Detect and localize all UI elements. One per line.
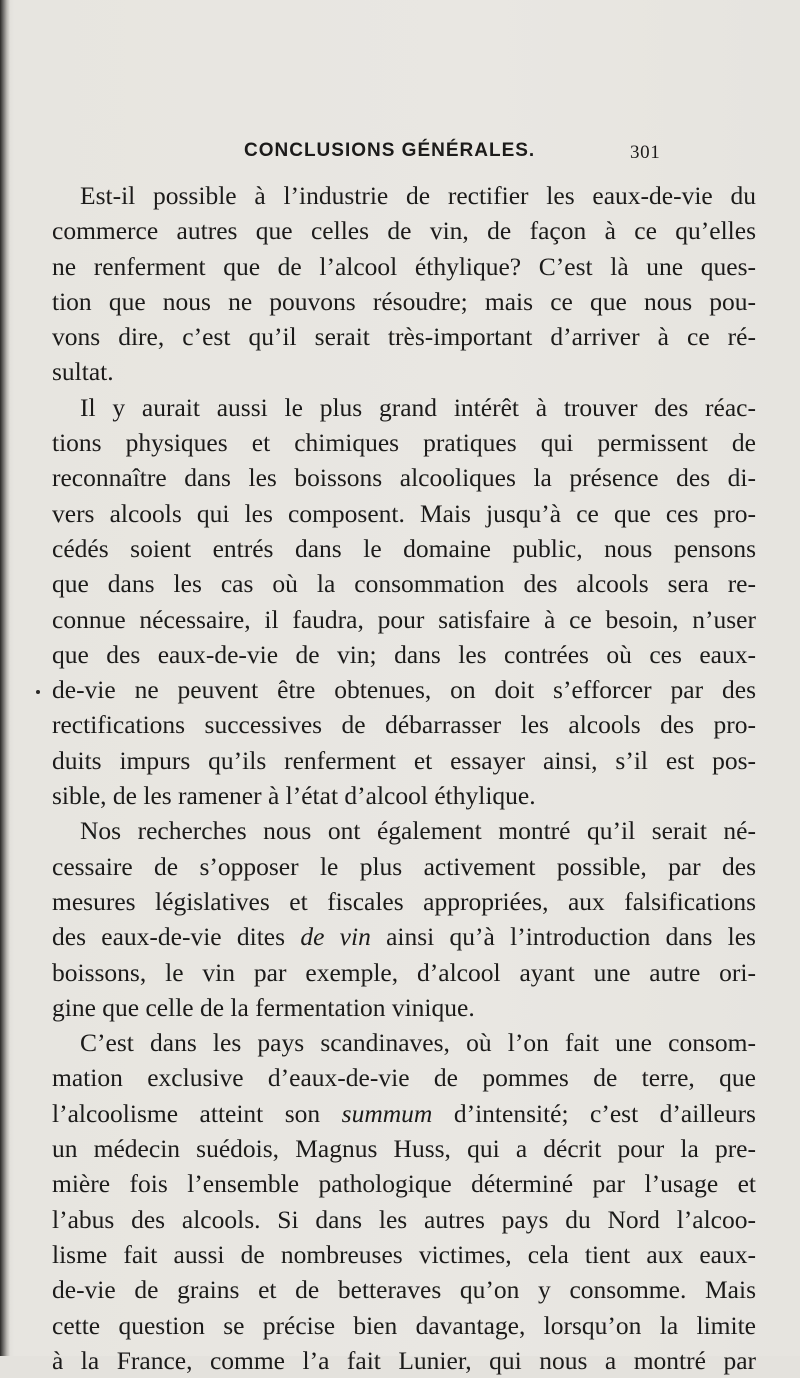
text-line: de-vie ne peuvent être obtenues, on doit s’efforcer par des bbox=[52, 675, 756, 705]
text-line: mation exclusive d’eaux-de-vie de pommes de terre, que bbox=[52, 1063, 756, 1093]
text-line: vers alcools qui les composent. Mais jusqu’à ce que ces pro- bbox=[52, 498, 756, 528]
text-line: duits impurs qu’ils renferment et essayer ainsi, s’il est pos- bbox=[52, 745, 756, 775]
text-line: connue nécessaire, il faudra, pour satisfaire à ce besoin, n’user bbox=[52, 604, 756, 634]
text-line: lisme fait aussi de nombreuses victimes, cela tient aux eaux- bbox=[52, 1239, 756, 1269]
text-line: à la France, comme l’a fait Lunier, qui nous a montré par bbox=[52, 1345, 756, 1375]
text-line: cette question se précise bien davantage, lorsqu’on la limite bbox=[52, 1310, 756, 1340]
page-spine-shadow bbox=[0, 0, 10, 1356]
running-title: CONCLUSIONS GÉNÉRALES. bbox=[244, 140, 536, 161]
text-line: rectifications successives de débarrasser les alcools des pro- bbox=[52, 710, 756, 740]
text-line: gine que celle de la fermentation vinique. bbox=[52, 992, 475, 1022]
text-line: que dans les cas où la consommation des alcools sera re- bbox=[52, 569, 756, 599]
text-line: vons dire, c’est qu’il serait très-important d’arriver à ce ré- bbox=[52, 322, 756, 352]
margin-dot-mark bbox=[36, 690, 40, 694]
text-line: sible, de les ramener à l’état d’alcool éthylique. bbox=[52, 781, 536, 811]
text-line: C’est dans les pays scandinaves, où l’on fait une consom- bbox=[80, 1028, 756, 1058]
page-number: 301 bbox=[630, 142, 661, 163]
text-line: cessaire de s’opposer le plus activement possible, par des bbox=[52, 851, 756, 881]
text-line: un médecin suédois, Magnus Huss, qui a décrit pour la pre- bbox=[52, 1134, 756, 1164]
text-line: cédés soient entrés dans le domaine public, nous pensons bbox=[52, 533, 756, 563]
text-line: commerce autres que celles de vin, de façon à ce qu’elles bbox=[52, 216, 756, 246]
text-line: l’alcoolisme atteint son summum d’intensité; c’est d’ailleurs bbox=[52, 1098, 756, 1128]
text-line: reconnaître dans les boissons alcooliques la présence des di- bbox=[52, 463, 756, 493]
text-line: mière fois l’ensemble pathologique déterminé par l’usage et bbox=[52, 1169, 756, 1199]
text-line: de-vie de grains et de betteraves qu’on y consomme. Mais bbox=[52, 1275, 756, 1305]
text-line: que des eaux-de-vie de vin; dans les contrées où ces eaux- bbox=[52, 639, 756, 669]
text-line: Il y aurait aussi le plus grand intérêt à trouver des réac- bbox=[80, 392, 756, 422]
text-line: boissons, le vin par exemple, d’alcool ayant une autre ori- bbox=[52, 957, 756, 987]
body-text bbox=[52, 178, 756, 1378]
text-line: tions physiques et chimiques pratiques qui permissent de bbox=[52, 428, 756, 458]
text-line: l’abus des alcools. Si dans les autres pays du Nord l’alcoo- bbox=[52, 1204, 756, 1234]
text-line: tion que nous ne pouvons résoudre; mais ce que nous pou- bbox=[52, 286, 756, 316]
text-line: Nos recherches nous ont également montré qu’il serait né- bbox=[80, 816, 756, 846]
text-line: Est-il possible à l’industrie de rectifier les eaux-de-vie du bbox=[80, 181, 756, 210]
text-line: sultat. bbox=[52, 357, 114, 387]
text-line: des eaux-de-vie dites de vin ainsi qu’à l’introduction dans les bbox=[52, 922, 756, 952]
text-line: ne renferment que de l’alcool éthylique? C’est là une ques- bbox=[52, 251, 756, 281]
running-head bbox=[244, 140, 664, 170]
text-line: mesures législatives et fiscales appropriées, aux falsifications bbox=[52, 886, 756, 916]
